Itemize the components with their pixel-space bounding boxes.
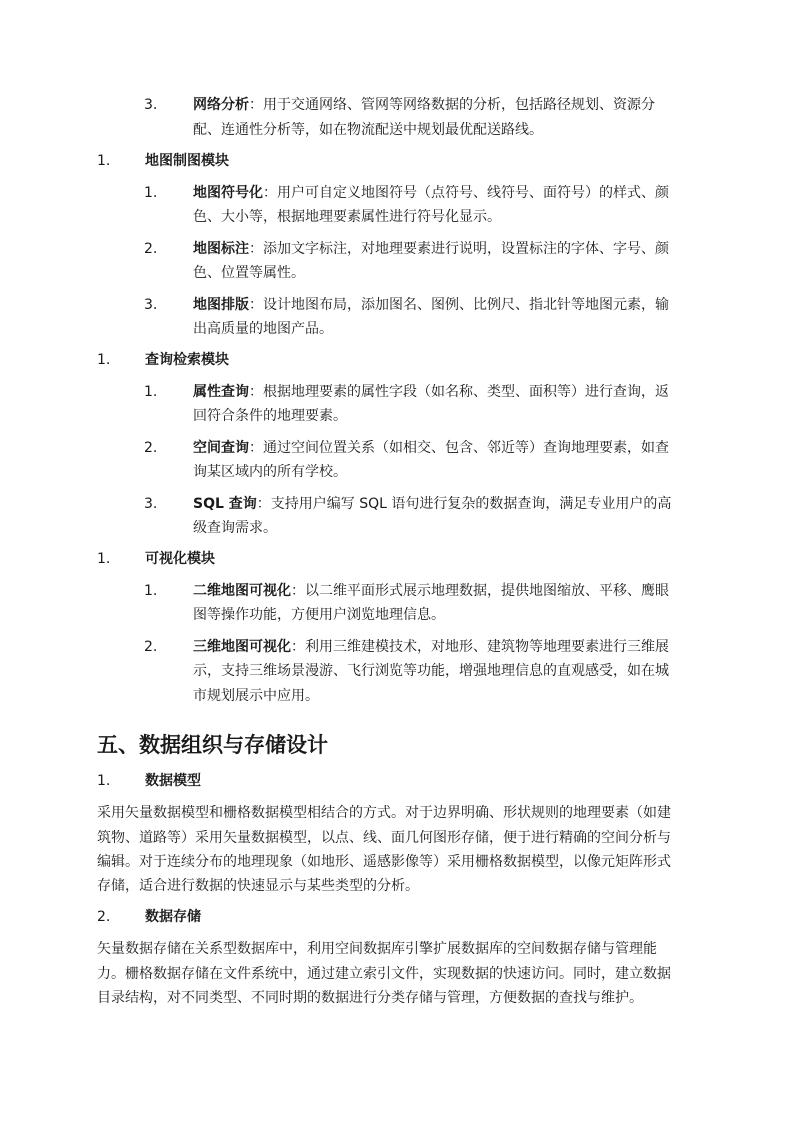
list-number: 2. xyxy=(144,639,158,655)
module-number: 1. xyxy=(97,551,111,567)
list-number: 2. xyxy=(144,440,158,456)
item-title: 地图符号化 xyxy=(193,185,263,201)
item-text-continued: 图等操作功能，方便用户浏览地理信息。 xyxy=(193,607,445,623)
item-text: ：支持用户编写 SQL 语句进行复杂的数据查询，满足专业用户的高 xyxy=(256,496,672,512)
subsection-title-data-model: 数据模型 xyxy=(145,773,201,789)
paragraph-line: 矢量数据存储在关系型数据库中，利用空间数据库引擎扩展数据库的空间数据存储与管理能 xyxy=(97,941,657,957)
item-text: ：以二维平面形式展示地理数据，提供地图缩放、平移、鹰眼 xyxy=(291,583,669,599)
item-title: 二维地图可视化 xyxy=(193,583,291,599)
item-text: ：用户可自定义地图符号（点符号、线符号、面符号）的样式、颜 xyxy=(263,185,669,201)
item-text: ：利用三维建模技术，对地形、建筑物等地理要素进行三维展 xyxy=(291,639,669,655)
item-text-continued: 级查询需求。 xyxy=(193,520,277,536)
module-title-map: 地图制图模块 xyxy=(145,153,229,169)
list-number: 2. xyxy=(144,241,158,257)
item-title: 地图排版 xyxy=(193,297,249,313)
paragraph-line: 力。栅格数据存储在文件系统中，通过建立索引文件，实现数据的快速访问。同时，建立数据 xyxy=(97,966,671,982)
item-text: ：用于交通网络、管网等网络数据的分析，包括路径规划、资源分 xyxy=(249,97,655,113)
list-number: 3. xyxy=(144,496,158,512)
list-item-network-analysis xyxy=(193,91,655,119)
list-number: 1. xyxy=(144,583,158,599)
subsection-number: 2. xyxy=(97,909,111,925)
paragraph-line: 编辑。对于连续分布的地理现象（如地形、遥感影像等）采用栅格数据模型，以像元矩阵形式 xyxy=(97,854,671,870)
paragraph-line: 目录结构，对不同类型、不同时期的数据进行分类存储与管理，方便数据的查找与维护。 xyxy=(97,990,643,1006)
item-text-continued: 色、大小等，根据地理要素属性进行符号化显示。 xyxy=(193,209,501,225)
list-number: 3. xyxy=(144,297,158,313)
subsection-number: 1. xyxy=(97,773,111,789)
list-number: 1. xyxy=(144,384,158,400)
paragraph-line: 筑物、道路等）采用矢量数据模型，以点、线、面几何图形存储，便于进行精确的空间分析与 xyxy=(97,830,671,846)
module-title-visualization: 可视化模块 xyxy=(145,551,215,567)
item-text-continued: 示，支持三维场景漫游、飞行浏览等功能，增强地理信息的直观感受，如在城 xyxy=(193,663,669,679)
item-text-continued: 市规划展示中应用。 xyxy=(193,688,319,704)
item-text: ：设计地图布局，添加图名、图例、比例尺、指北针等地图元素，输 xyxy=(249,297,669,313)
item-text-continued: 出高质量的地图产品。 xyxy=(193,321,333,337)
item-title: 属性查询 xyxy=(193,384,249,400)
subsection-title-data-storage: 数据存储 xyxy=(145,909,201,925)
paragraph-line: 采用矢量数据模型和栅格数据模型相结合的方式。对于边界明确、形状规则的地理要素（如建 xyxy=(97,805,671,821)
item-title: 空间查询 xyxy=(193,440,249,456)
item-text: ：通过空间位置关系（如相交、包含、邻近等）查询地理要素，如查 xyxy=(249,440,669,456)
item-text: ：根据地理要素的属性字段（如名称、类型、面积等）进行查询，返 xyxy=(249,384,669,400)
list-number: 1. xyxy=(144,185,158,201)
item-text-continued: 色、位置等属性。 xyxy=(193,265,305,281)
item-title: 三维地图可视化 xyxy=(193,639,291,655)
module-number: 1. xyxy=(97,153,111,169)
section-heading: 五、数据组织与存储设计 xyxy=(97,733,328,757)
module-number: 1. xyxy=(97,352,111,368)
item-title: SQL 查询 xyxy=(193,496,257,512)
item-title: 网络分析 xyxy=(193,97,249,113)
item-text-continued: 询某区域内的所有学校。 xyxy=(193,464,347,480)
paragraph-line: 存储，适合进行数据的快速显示与某些类型的分析。 xyxy=(97,878,419,894)
item-title: 地图标注 xyxy=(193,241,249,257)
module-title-query: 查询检索模块 xyxy=(145,352,229,368)
list-number: 3. xyxy=(144,97,158,113)
item-text-continued: 配、连通性分析等，如在物流配送中规划最优配送路线。 xyxy=(193,122,543,138)
item-text: ：添加文字标注，对地理要素进行说明，设置标注的字体、字号、颜 xyxy=(249,241,669,257)
item-text-continued: 回符合条件的地理要素。 xyxy=(193,408,347,424)
